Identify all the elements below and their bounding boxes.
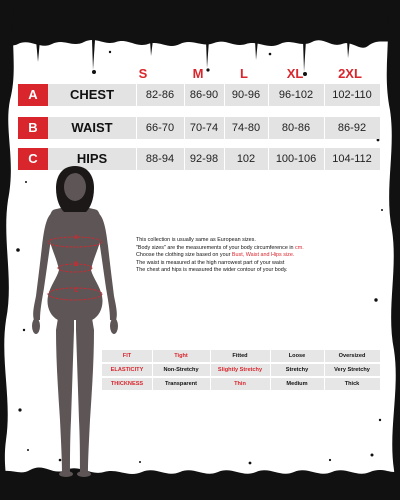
note-line: Choose the clothing size based on your Bust, Waist and Hips size. (136, 252, 295, 259)
row-cell: 86-92 (337, 122, 367, 134)
row-cell: 88-94 (145, 153, 175, 165)
property-value: Oversized (338, 353, 366, 359)
marker-b: B (74, 262, 79, 268)
property-value: Thick (344, 381, 360, 387)
property-value: Transparent (164, 381, 198, 387)
size-notes (136, 237, 386, 275)
size-label: L (240, 66, 248, 81)
property-value: Fitted (232, 353, 248, 359)
row-cell: 102-110 (332, 89, 372, 101)
size-label: XL (286, 66, 304, 81)
row-label: CHEST (69, 87, 115, 102)
property-label: THICKNESS (110, 381, 144, 387)
note-line: The waist is measured at the high narrowest part of your waist (136, 259, 285, 266)
note-line: "Body sizes" are the measurements of your body circumference in cm. (136, 244, 304, 251)
row-cell: 100-106 (275, 153, 317, 165)
property-row-elasticity (102, 364, 380, 376)
row-cell: 74-80 (231, 122, 261, 134)
property-value: Very Stretchy (334, 367, 370, 373)
note-line: This collection is usually same as European sizes. (136, 237, 256, 243)
property-value: Medium (286, 381, 308, 387)
marker-a: A (74, 235, 79, 241)
row-cell: 104-112 (332, 153, 372, 165)
row-cell: 86-90 (189, 89, 219, 101)
size-label: S (138, 66, 148, 81)
property-row-thickness (102, 378, 380, 390)
row-label: WAIST (71, 120, 113, 135)
property-value: Non-Stretchy (163, 367, 199, 373)
property-value: Slightly Stretchy (217, 367, 263, 373)
body-silhouette (20, 160, 130, 480)
property-value: Thin (234, 381, 246, 387)
row-letter: C (18, 148, 48, 170)
note-line: The chest and hips is measured the wider contour of your body. (136, 267, 288, 274)
measurement-row-waist (18, 117, 380, 139)
size-label: 2XL (338, 66, 362, 81)
property-value: Tight (174, 353, 188, 359)
row-cell: 90-96 (231, 89, 261, 101)
row-cell: 82-86 (145, 89, 175, 101)
property-row-fit (102, 350, 380, 362)
marker-c: C (74, 288, 79, 294)
property-value: Loose (288, 353, 306, 359)
property-label: ELASTICITY (110, 367, 144, 373)
property-label: FIT (122, 353, 132, 359)
row-label: HIPS (76, 151, 108, 166)
row-cell: 70-74 (189, 122, 219, 134)
size-header (0, 66, 400, 86)
size-label: M (192, 66, 204, 81)
row-cell: 92-98 (189, 153, 219, 165)
row-letter: B (18, 117, 48, 139)
property-value: Stretchy (285, 367, 309, 373)
fabric-properties-table (102, 350, 380, 390)
row-cell: 96-102 (278, 89, 314, 101)
row-cell: 80-86 (281, 122, 311, 134)
row-letter: A (18, 84, 48, 106)
row-cell: 102 (236, 153, 256, 165)
measurement-row-chest (18, 84, 380, 106)
row-cell: 66-70 (145, 122, 175, 134)
